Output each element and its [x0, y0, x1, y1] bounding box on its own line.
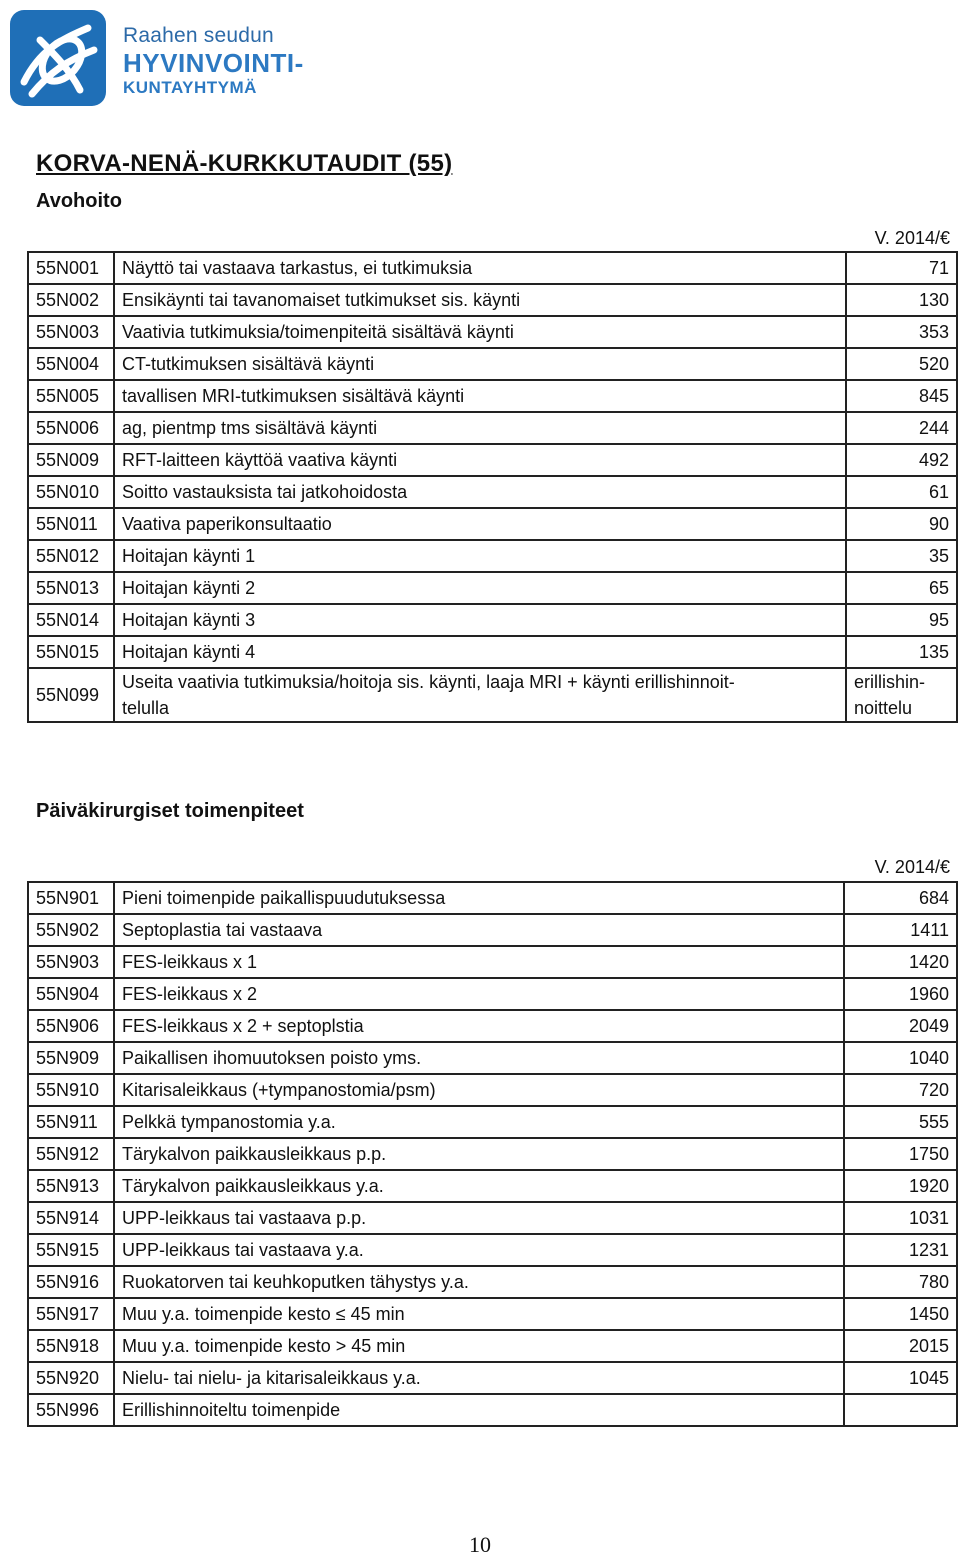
service-price: 1920	[844, 1170, 957, 1202]
service-description: Vaativia tutkimuksia/toimenpiteitä sisältävä käynti	[114, 316, 846, 348]
service-description: Hoitajan käynti 4	[114, 636, 846, 668]
organization-logo	[10, 10, 340, 110]
service-description: Soitto vastauksista tai jatkohoidosta	[114, 476, 846, 508]
service-description: Hoitajan käynti 3	[114, 604, 846, 636]
service-code: 55N915	[28, 1234, 114, 1266]
service-code: 55N009	[28, 444, 114, 476]
service-description: FES-leikkaus x 1	[114, 946, 844, 978]
table-row	[28, 348, 957, 380]
service-price: 492	[846, 444, 957, 476]
service-price: 1411	[844, 914, 957, 946]
price-line: noittelu	[854, 698, 913, 718]
service-description: Tärykalvon paikkausleikkaus y.a.	[114, 1170, 844, 1202]
service-description: FES-leikkaus x 2	[114, 978, 844, 1010]
page-number: 10	[469, 1532, 491, 1557]
service-price: 1031	[844, 1202, 957, 1234]
table-row	[28, 1138, 957, 1170]
table-row	[28, 1010, 957, 1042]
service-description: RFT-laitteen käyttöä vaativa käynti	[114, 444, 846, 476]
service-code: 55N920	[28, 1362, 114, 1394]
table-row	[28, 1106, 957, 1138]
table-row	[28, 914, 957, 946]
price-column-header: V. 2014/€	[874, 228, 950, 248]
service-code: 55N012	[28, 540, 114, 572]
service-description: Vaativa paperikonsultaatio	[114, 508, 846, 540]
service-code: 55N910	[28, 1074, 114, 1106]
table-row	[28, 1234, 957, 1266]
service-price: 130	[846, 284, 957, 316]
table-row	[28, 1266, 957, 1298]
service-code: 55N906	[28, 1010, 114, 1042]
table-row	[28, 380, 957, 412]
table-row	[28, 540, 957, 572]
service-price: 1231	[844, 1234, 957, 1266]
service-code: 55N002	[28, 284, 114, 316]
service-code: 55N918	[28, 1330, 114, 1362]
service-price: 35	[846, 540, 957, 572]
table-row	[28, 444, 957, 476]
service-description: Septoplastia tai vastaava	[114, 914, 844, 946]
service-price: 780	[844, 1266, 957, 1298]
service-price: 95	[846, 604, 957, 636]
service-code: 55N011	[28, 508, 114, 540]
table-row	[28, 882, 957, 914]
service-description: Muu y.a. toimenpide kesto > 45 min	[114, 1330, 844, 1362]
service-description: Hoitajan käynti 1	[114, 540, 846, 572]
table-row	[28, 316, 957, 348]
service-code: 55N996	[28, 1394, 114, 1426]
avohoito-table-body	[28, 252, 957, 722]
service-code: 55N902	[28, 914, 114, 946]
service-price: 1450	[844, 1298, 957, 1330]
service-price: 244	[846, 412, 957, 444]
service-price: 845	[846, 380, 957, 412]
table-row	[28, 1298, 957, 1330]
service-price: 90	[846, 508, 957, 540]
table-row	[28, 1330, 957, 1362]
service-code: 55N903	[28, 946, 114, 978]
service-price: 353	[846, 316, 957, 348]
service-code: 55N014	[28, 604, 114, 636]
service-description: Erillishinnoiteltu toimenpide	[114, 1394, 844, 1426]
table-row	[28, 1362, 957, 1394]
service-code: 55N917	[28, 1298, 114, 1330]
section-title-paivakirurgia: Päiväkirurgiset toimenpiteet	[36, 800, 304, 822]
service-price	[846, 668, 957, 722]
service-code: 55N913	[28, 1170, 114, 1202]
service-description: Paikallisen ihomuutoksen poisto yms.	[114, 1042, 844, 1074]
description-line: telulla	[122, 698, 170, 718]
table-row	[28, 946, 957, 978]
service-description	[114, 668, 846, 722]
service-price: 71	[846, 252, 957, 284]
service-price: 720	[844, 1074, 957, 1106]
table-row	[28, 978, 957, 1010]
service-code: 55N001	[28, 252, 114, 284]
service-description: Tärykalvon paikkausleikkaus p.p.	[114, 1138, 844, 1170]
service-code: 55N912	[28, 1138, 114, 1170]
service-description: Hoitajan käynti 2	[114, 572, 846, 604]
service-description: CT-tutkimuksen sisältävä käynti	[114, 348, 846, 380]
service-price: 684	[844, 882, 957, 914]
service-code: 55N901	[28, 882, 114, 914]
service-description: Muu y.a. toimenpide kesto ≤ 45 min	[114, 1298, 844, 1330]
service-description: Ruokatorven tai keuhkoputken tähystys y.a.	[114, 1266, 844, 1298]
section-title-avohoito: Avohoito	[36, 190, 122, 212]
service-code: 55N006	[28, 412, 114, 444]
table-row	[28, 1202, 957, 1234]
service-description: Ensikäynti tai tavanomaiset tutkimukset sis. käynti	[114, 284, 846, 316]
service-description: Kitarisaleikkaus (+tympanostomia/psm)	[114, 1074, 844, 1106]
table-row	[28, 1170, 957, 1202]
service-description: Nielu- tai nielu- ja kitarisaleikkaus y.a.	[114, 1362, 844, 1394]
price-line: erillishin-	[854, 672, 926, 692]
service-price: 1045	[844, 1362, 957, 1394]
service-price: 555	[844, 1106, 957, 1138]
service-price: 2049	[844, 1010, 957, 1042]
paivakirurgia-price-table	[27, 881, 958, 1427]
service-code: 55N911	[28, 1106, 114, 1138]
service-code: 55N010	[28, 476, 114, 508]
table-row	[28, 1042, 957, 1074]
service-description: Pelkkä tympanostomia y.a.	[114, 1106, 844, 1138]
knot-icon	[10, 10, 106, 106]
service-code: 55N916	[28, 1266, 114, 1298]
logo-line-3: KUNTAYHTYMÄ	[123, 78, 257, 97]
table-row	[28, 508, 957, 540]
table-row	[28, 572, 957, 604]
service-description: UPP-leikkaus tai vastaava p.p.	[114, 1202, 844, 1234]
service-price: 1420	[844, 946, 957, 978]
table-row	[28, 252, 957, 284]
service-code: 55N914	[28, 1202, 114, 1234]
service-description: Pieni toimenpide paikallispuudutuksessa	[114, 882, 844, 914]
table-row	[28, 476, 957, 508]
service-code: 55N099	[28, 668, 114, 722]
service-code: 55N909	[28, 1042, 114, 1074]
service-price: 61	[846, 476, 957, 508]
service-price: 1960	[844, 978, 957, 1010]
service-code: 55N904	[28, 978, 114, 1010]
service-description: UPP-leikkaus tai vastaava y.a.	[114, 1234, 844, 1266]
service-price: 65	[846, 572, 957, 604]
page-title: KORVA-NENÄ-KURKKUTAUDIT (55)	[36, 150, 453, 177]
description-line: Useita vaativia tutkimuksia/hoitoja sis. käynti, laaja MRI + käynti erillishinnoit-	[122, 672, 735, 692]
table-row	[28, 284, 957, 316]
service-code: 55N003	[28, 316, 114, 348]
service-description: tavallisen MRI-tutkimuksen sisältävä käynti	[114, 380, 846, 412]
service-price: 520	[846, 348, 957, 380]
service-description: FES-leikkaus x 2 + septoplstia	[114, 1010, 844, 1042]
table-row	[28, 412, 957, 444]
table-row	[28, 604, 957, 636]
service-description: ag, pientmp tms sisältävä käynti	[114, 412, 846, 444]
table-row	[28, 1074, 957, 1106]
price-column-header: V. 2014/€	[874, 857, 950, 877]
service-description: Näyttö tai vastaava tarkastus, ei tutkimuksia	[114, 252, 846, 284]
avohoito-price-table	[27, 251, 958, 723]
service-code: 55N005	[28, 380, 114, 412]
table-row	[28, 636, 957, 668]
paivakirurgia-table-body	[28, 882, 957, 1426]
table-row	[28, 1394, 957, 1426]
logo-line-1: Raahen seudun	[123, 24, 274, 47]
service-code: 55N013	[28, 572, 114, 604]
service-price: 2015	[844, 1330, 957, 1362]
service-price: 1750	[844, 1138, 957, 1170]
table-row	[28, 668, 957, 722]
service-code: 55N004	[28, 348, 114, 380]
service-code: 55N015	[28, 636, 114, 668]
service-price: 1040	[844, 1042, 957, 1074]
service-price	[844, 1394, 957, 1426]
logo-line-2: HYVINVOINTI-	[123, 48, 304, 78]
service-price: 135	[846, 636, 957, 668]
